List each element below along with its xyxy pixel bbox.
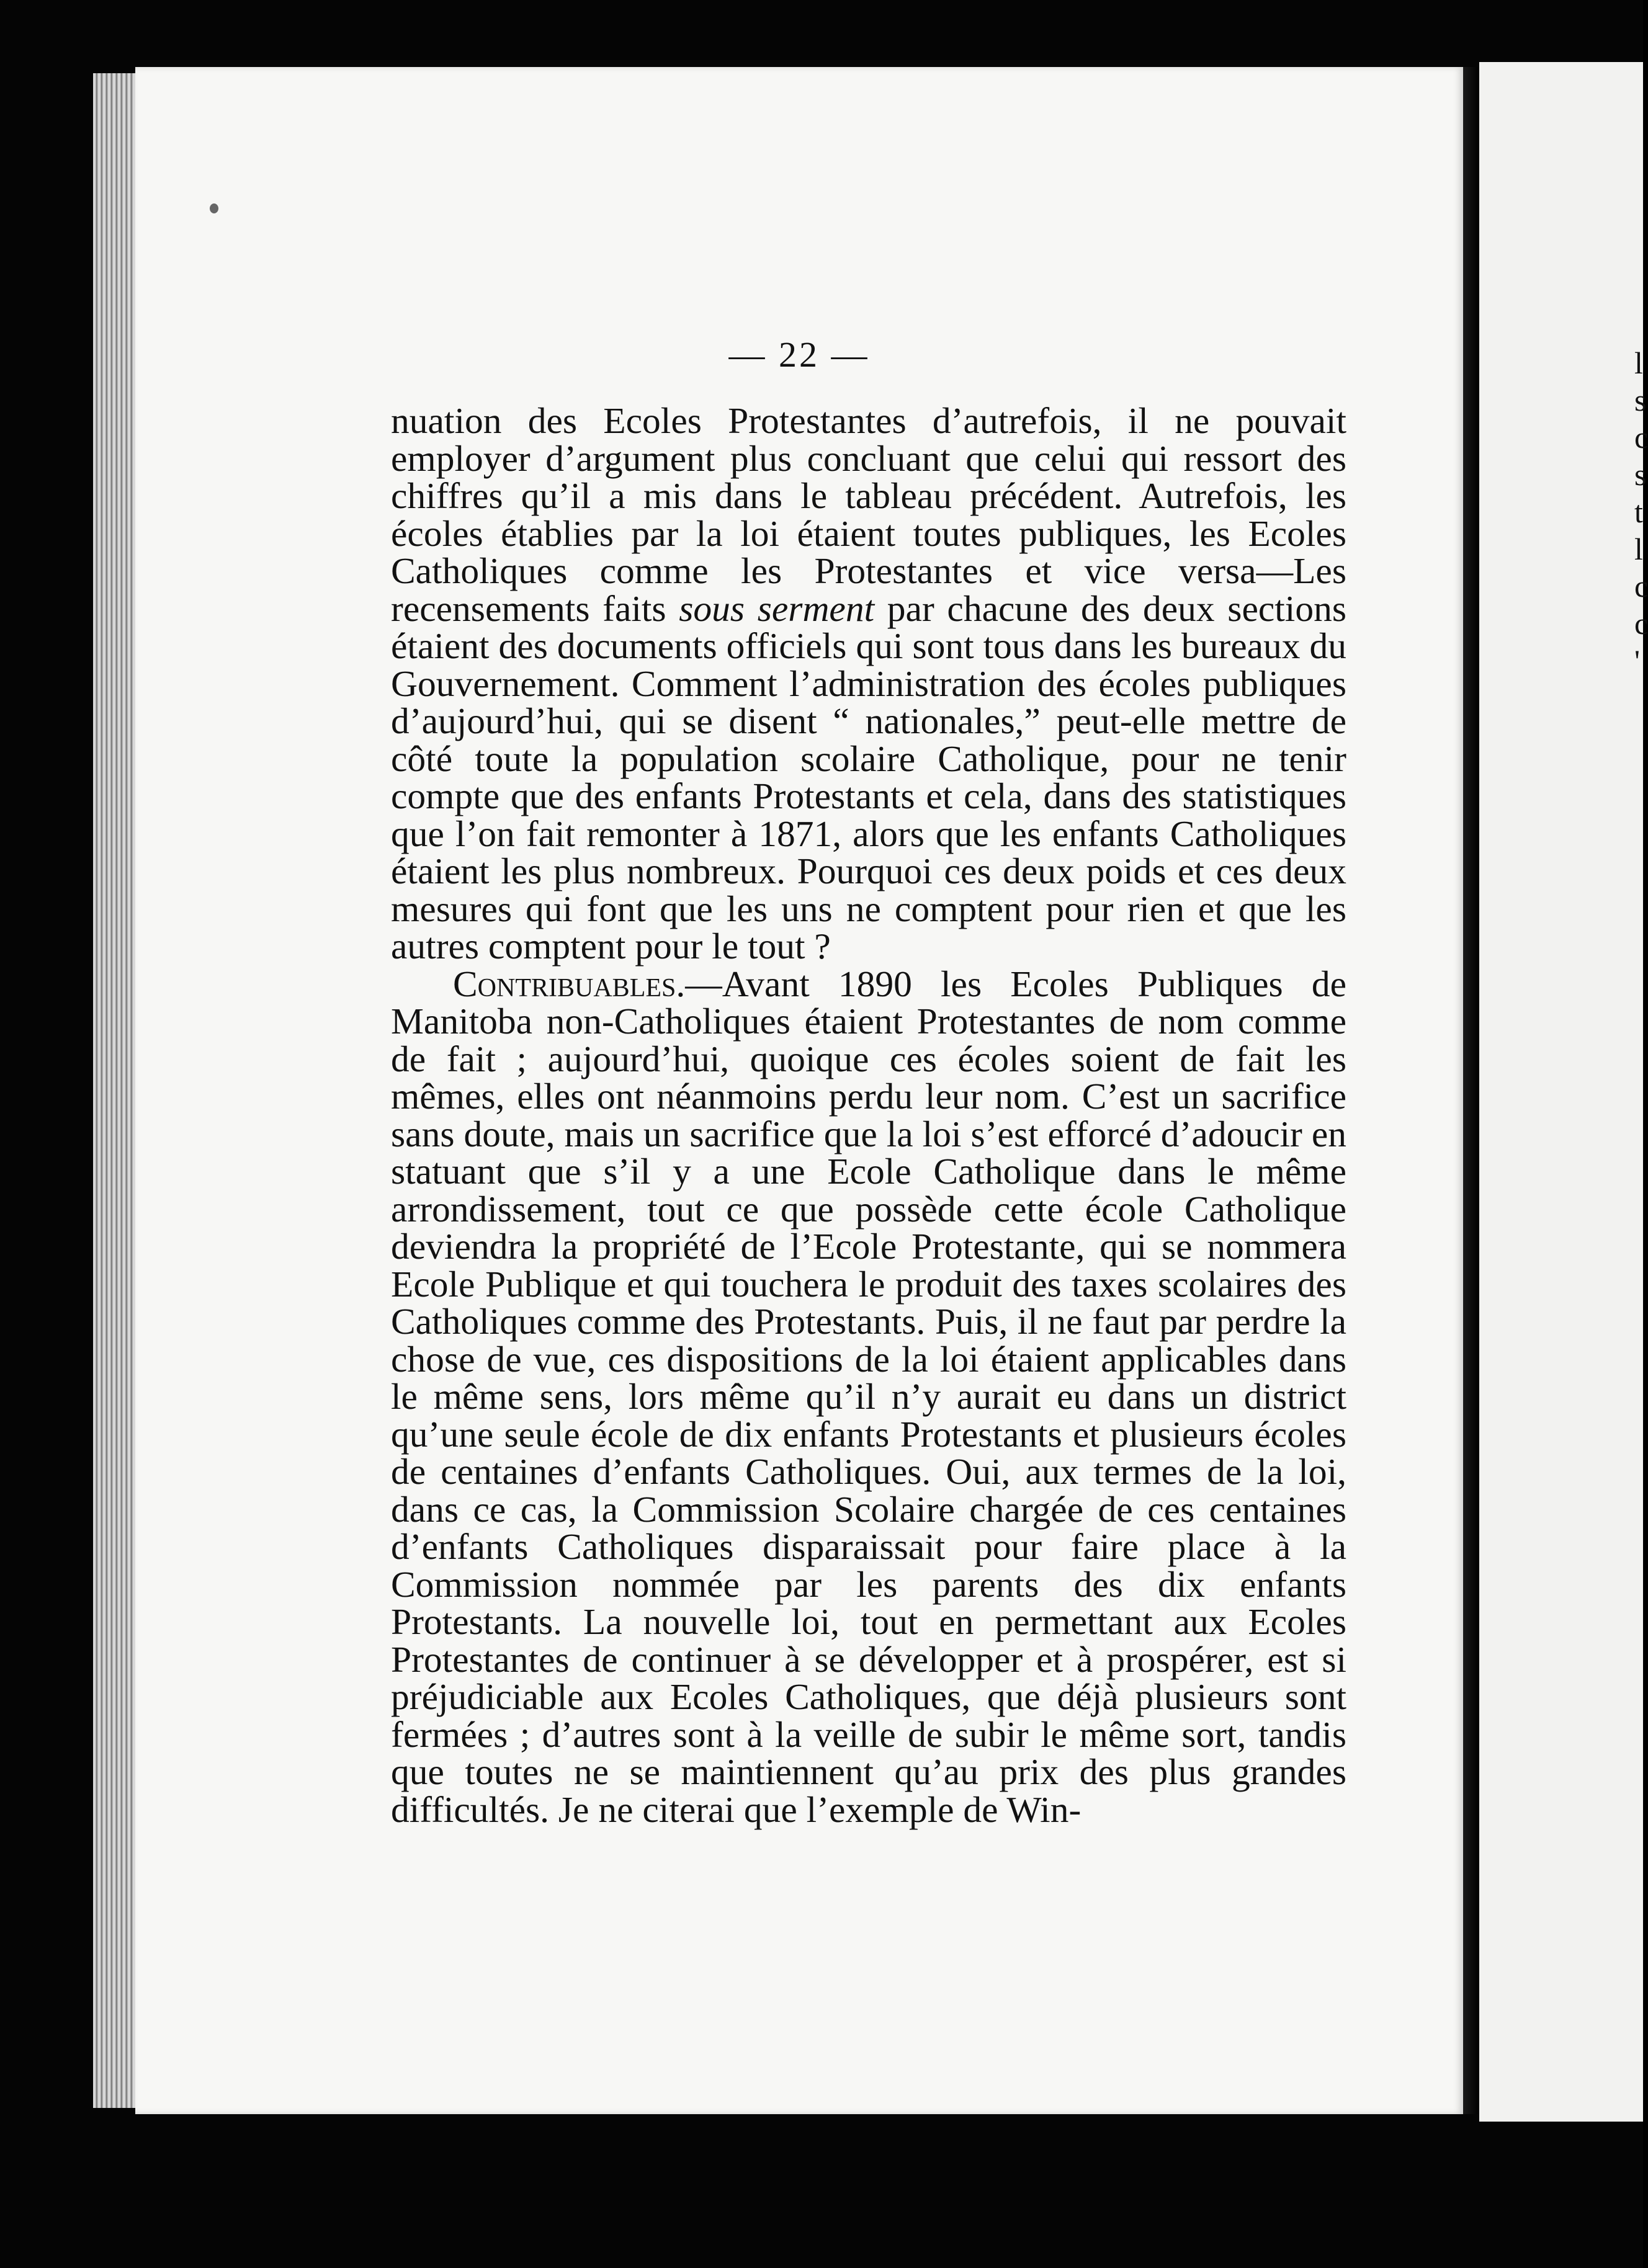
page-text xyxy=(391,402,1346,1828)
next-page-sliver xyxy=(1479,62,1648,2122)
next-page-fragment: c xyxy=(1634,569,1648,604)
next-page-fragment: s xyxy=(1634,457,1647,492)
italic-phrase: sous serment xyxy=(679,587,875,629)
section-lead-word: Contribuables. xyxy=(453,963,686,1004)
book-page xyxy=(135,67,1463,2114)
next-page-fragment: c xyxy=(1634,420,1648,455)
paragraph-1 xyxy=(391,402,1346,965)
paragraph-2-text: —Avant 1890 les Ecoles Publiques de Manitoba non-Catholiques étaient Protestantes de nom comme de fait ; aujourd’hui, quoique ces écoles soient de fait les mêmes, elles ont néanmoins perdu leur nom. C’est un sacrifice sans doute, mais un sacrifice que la loi s’est efforcé d’adoucir en statuant que s’il y a une Ecole Catholique dans le même arrondissement, tout ce que possède cette école Catholique deviendra la propriété de l’Ecole Protestante, qui se nommera Ecole Publique et qui touchera le produit des taxes scolaires des Catholiques comme des Protestants. Puis, il ne faut par perdre la chose de vue, ces dispositions de la loi étaient applicables dans le même sens, lors même qu’il n’y aurait eu dans un district qu’une seule école de dix enfants Protestants et plusieurs écoles de centaines d’enfants Catholiques. Oui, aux termes de la loi, dans ce cas, la Commission Scolaire chargée de ces centaines d’enfants Catholiques disparaissait pour faire place à la Commission nommée par les parents des dix enfants Protestants. La nouvelle loi, tout en permettant aux Ecoles Protestantes de continuer à se développer et à prospérer, est si préjudiciable aux Ecoles Catholiques, que déjà plusieurs sont fermées ; d’autres sont à la veille de subir le même sort, tandis que toutes ne se maintiennent qu’au prix des plus grandes difficultés. Je ne citerai que l’exemple de Win- xyxy=(391,963,1346,1830)
page-speck xyxy=(210,203,218,213)
page-number: — 22 — xyxy=(728,334,870,375)
paragraph-2 xyxy=(391,965,1346,1829)
spine-shadow xyxy=(1463,67,1479,2114)
next-page-fragment: t xyxy=(1634,494,1643,529)
paragraph-1-text-start: nuation des Ecoles Protestantes d’autrefois, il ne pouvait employer d’argument plus concluant que celui qui ressort des chiffres qu’il a mis dans le tableau précédent. Autrefois, les écoles établies par la loi étaient toutes publiques, les Ecoles Catholiques comme les Protestantes et vice versa—Les recensements faits xyxy=(391,400,1346,629)
next-page-fragment: c xyxy=(1634,606,1648,641)
next-page-fragment: ' xyxy=(1634,643,1641,678)
next-page-fragment: s xyxy=(1634,383,1647,417)
paragraph-1-text-end: par chacune des deux sections étaient des documents officiels qui sont tous dans les bureaux du Gouvernement. Comment l’administration des écoles publiques d’aujourd’hui, qui se disent “ nationales,” peut-elle mettre de côté toute la population scolaire Catholique, pour ne tenir compte que des enfants Protestants et cela, dans des statistiques que l’on fait remonter à 1871, alors que les enfants Catholiques étaient les plus nombreux. Pourquoi ces deux poids et ces deux mesures qui font que les uns ne comptent pour rien et que les autres comptent pour le tout ? xyxy=(391,587,1346,967)
next-page-fragment: l xyxy=(1634,346,1643,380)
next-page-fragment: l xyxy=(1634,532,1643,566)
book-page-edges xyxy=(93,73,137,2108)
